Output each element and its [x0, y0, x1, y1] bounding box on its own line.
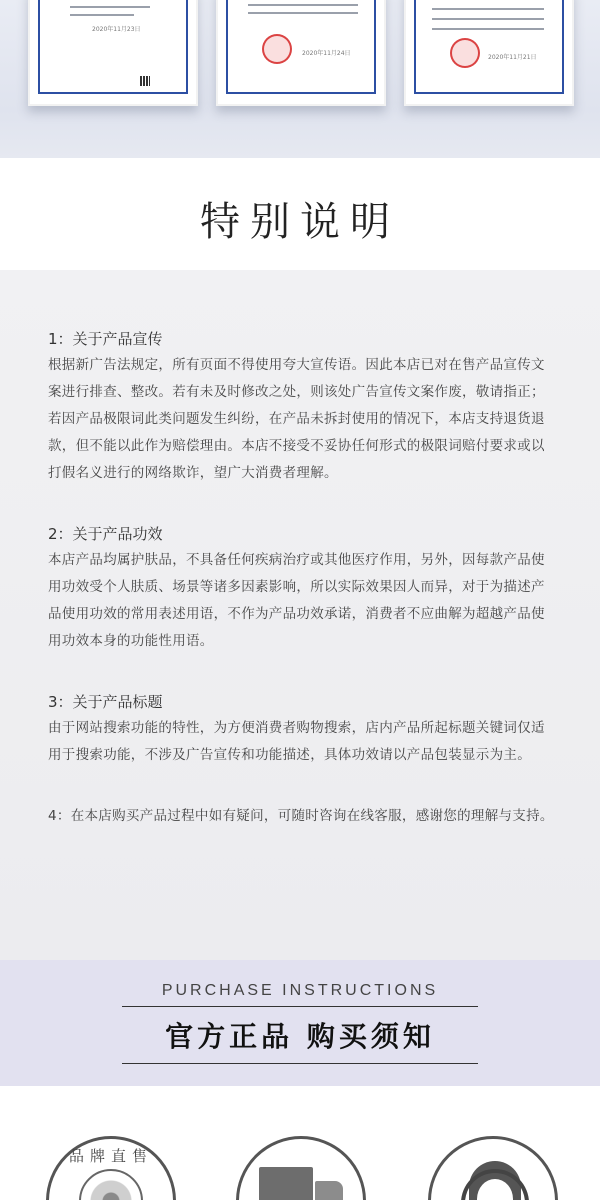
service-badges	[0, 1086, 600, 1200]
section-heading: 1：关于产品宣传	[48, 330, 163, 348]
qr-code-icon	[140, 76, 150, 86]
certificate-frame	[414, 0, 564, 94]
special-notice-panel	[0, 270, 600, 960]
section-heading: 2：关于产品功效	[48, 525, 163, 543]
certificate-date: 2020年11月21日	[488, 54, 537, 61]
section-body: 由于网站搜索功能的特性，为方便消费者购物搜索，店内产品所起标题关键词仅适用于搜索功能，不涉及广告宣传和功能描述，具体功效请以产品包装显示为主。	[48, 720, 545, 763]
divider	[122, 1006, 478, 1007]
notice-section-4	[48, 803, 556, 830]
certificate-image-1	[28, 0, 198, 106]
certificate-gallery	[0, 0, 600, 158]
certificate-image-3	[404, 0, 574, 106]
brand-emblem-icon	[79, 1169, 143, 1200]
certificate-image-2	[216, 0, 386, 106]
divider	[122, 1063, 478, 1064]
title-section	[0, 158, 600, 270]
section-body: 本店产品均属护肤品，不具备任何疾病治疗或其他医疗作用，另外，因每款产品使用功效受个人肤质、场景等诸多因素影响，所以实际效果因人而异，对于为描述产品使用功效的常用表述用语，不作为产品功效承诺，消费者不应曲解为超越产品使用功效本身的功能性用语。	[48, 552, 545, 649]
notice-section-2	[48, 521, 556, 655]
badge-label: 品牌直售	[68, 1147, 153, 1165]
certificate-frame	[226, 0, 376, 94]
purchase-chinese-title: 官方正品 购买须知	[165, 1020, 435, 1053]
truck-body	[259, 1167, 313, 1200]
page-title: 特别说明	[200, 199, 400, 245]
certificate-date: 2020年11月24日	[302, 50, 351, 57]
red-seal-icon	[450, 38, 480, 68]
certificate-date: 2020年11月23日	[92, 26, 141, 33]
truck-cab	[315, 1181, 343, 1200]
section-body: 根据新广告法规定，所有页面不得使用夸大宣传语。因此本店已对在售产品宣传文案进行排查、整改。若有未及时修改之处，则该处广告宣传文案作废，敬请指正；若因产品极限词此类问题发生纠纷，在产品未拆封使用的情况下，本店支持退货退款，但不能以此作为赔偿理由。本店不接受不妥协任何形式的极限词赔付要求或以打假名义进行的网络欺诈，望广大消费者理解。	[48, 357, 545, 481]
notice-section-3	[48, 689, 556, 769]
brand-seal-icon	[46, 1136, 176, 1200]
red-seal-icon	[262, 34, 292, 64]
purchase-instructions-banner	[0, 960, 600, 1086]
purchase-english-title: PURCHASE INSTRUCTIONS	[161, 982, 439, 999]
section-heading: 3：关于产品标题	[48, 693, 163, 711]
truck-icon	[236, 1136, 366, 1200]
notice-section-1	[48, 326, 556, 487]
section-body: 4：在本店购买产品过程中如有疑问，可随时咨询在线客服，感谢您的理解与支持。	[48, 808, 554, 824]
customer-service-icon	[428, 1136, 558, 1200]
